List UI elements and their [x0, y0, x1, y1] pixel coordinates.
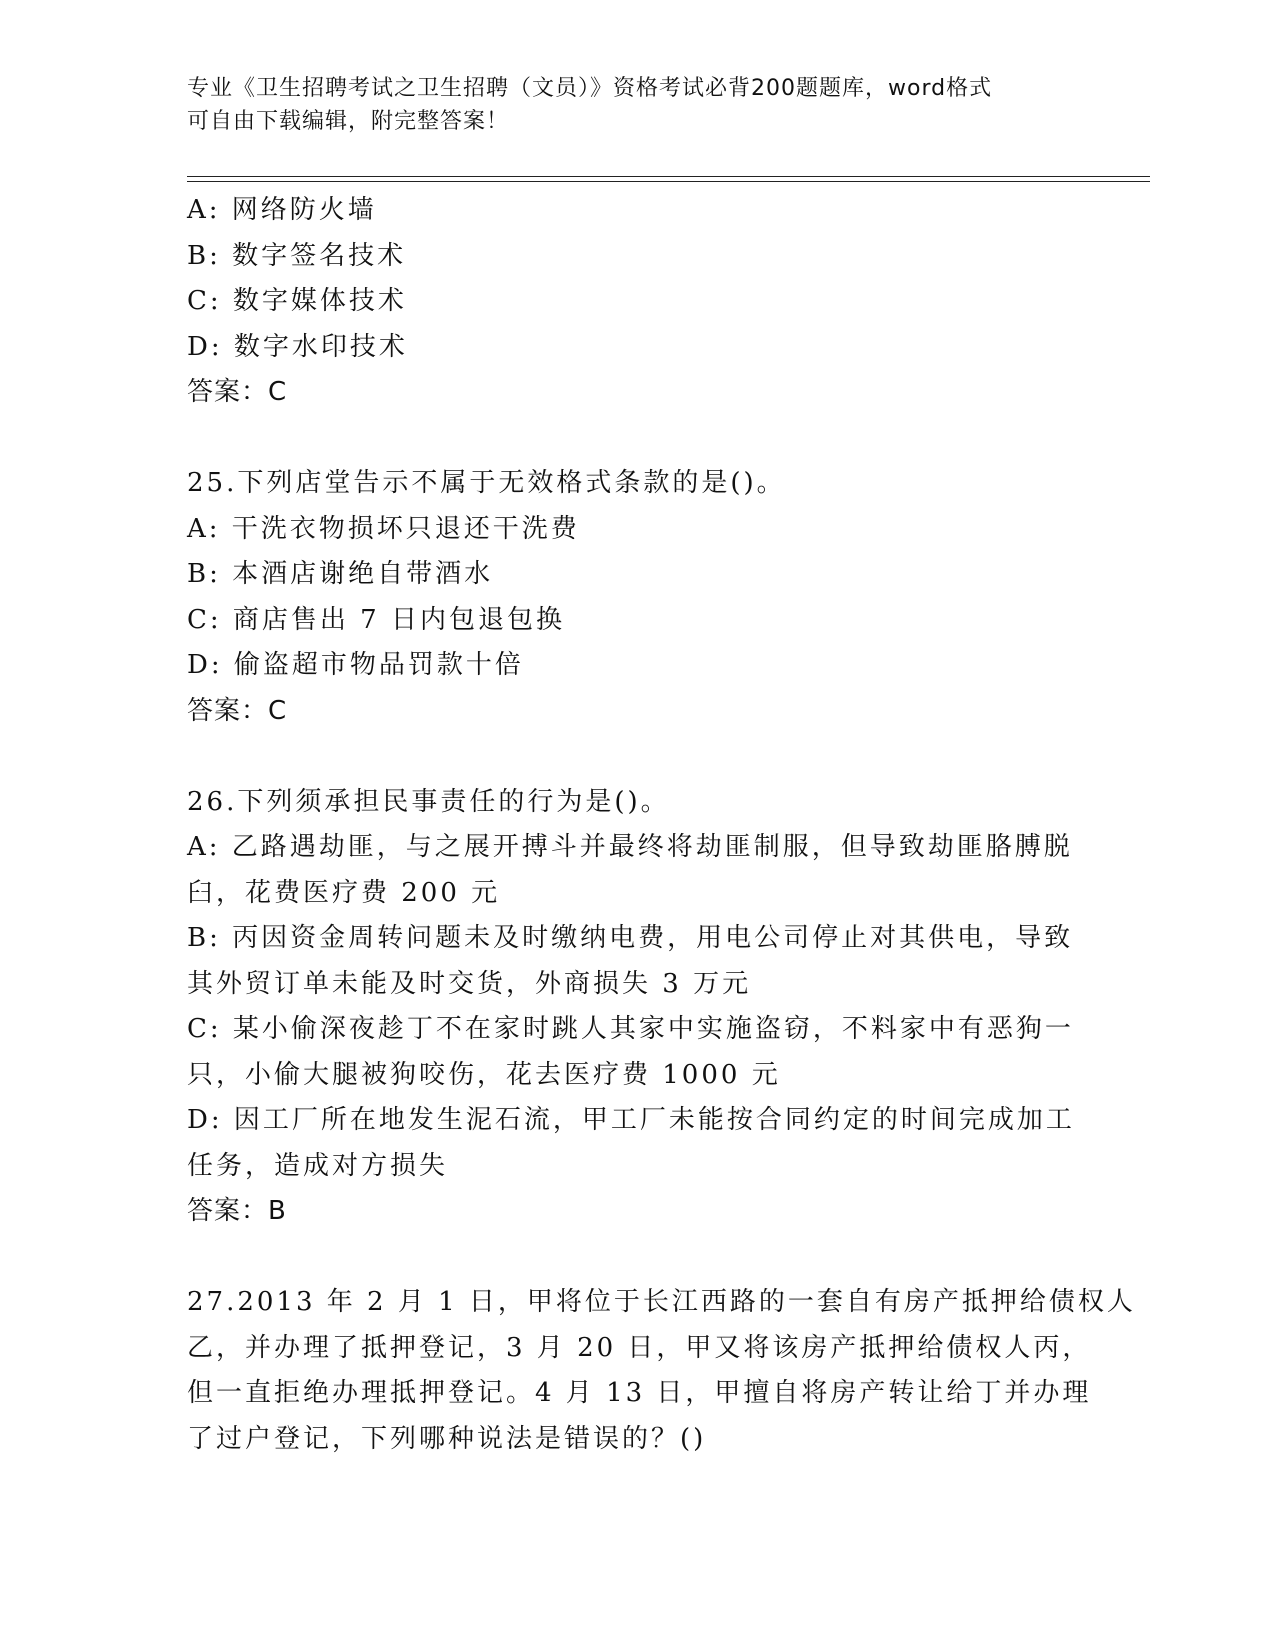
- option-b: B: 数字签名技术: [187, 240, 407, 271]
- question-27: [187, 1280, 1136, 1462]
- option-c: C: 商店售出 7 日内包退包换: [187, 604, 565, 635]
- option-c-line-2: 只，小偷大腿被狗咬伤，花去医疗费 1000 元: [187, 1059, 781, 1090]
- question-text-line-1: 27.2013 年 2 月 1 日，甲将位于长江西路的一套自有房产抵押给债权人: [187, 1287, 1136, 1317]
- option-b: B: 本酒店谢绝自带酒水: [187, 559, 494, 589]
- question-text-line-3: 但一直拒绝办理抵押登记。4 月 13 日，甲擅自将房产转让给丁并办理: [187, 1378, 1092, 1408]
- document-body: [187, 188, 1136, 1462]
- header-divider-bottom: [187, 181, 1150, 182]
- option-d: D: 数字水印技术: [187, 331, 408, 362]
- option-a: A: 干洗衣物损坏只退还干洗费: [187, 513, 580, 544]
- answer-line: 答案：C: [187, 377, 288, 407]
- spacer: [187, 1235, 1087, 1281]
- question-26: [187, 780, 1087, 1235]
- answer-line: 答案：B: [187, 1196, 287, 1226]
- header-line-2: 可自由下载编辑，附完整答案！: [187, 109, 510, 134]
- option-a-line-1: A: 乙路遇劫匪，与之展开搏斗并最终将劫匪制服，但导致劫匪胳膊脱: [187, 832, 1073, 862]
- answer-line: 答案：C: [187, 695, 288, 726]
- option-c: C: 数字媒体技术: [187, 286, 407, 316]
- option-b-line-1: B: 丙因资金周转问题未及时缴纳电费，用电公司停止对其供电，导致: [187, 923, 1074, 953]
- option-d: D: 偷盗超市物品罚款十倍: [187, 650, 524, 680]
- option-a: A: 网络防火墙: [187, 195, 377, 225]
- header-divider-top: [187, 176, 1150, 177]
- option-c-line-1: C: 某小偷深夜趁丁不在家时跳人其家中实施盗窃，不料家中有恶狗一: [187, 1014, 1074, 1044]
- option-b-line-2: 其外贸订单未能及时交货，外商损失 3 万元: [187, 968, 752, 999]
- question-25: [187, 461, 1087, 734]
- spacer: [187, 416, 1087, 462]
- question-24-options: [187, 188, 1087, 416]
- header-line-1: 专业《卫生招聘考试之卫生招聘（文员）》资格考试必背200题题库，word格式: [187, 76, 993, 101]
- question-text-line-2: 乙，并办理了抵押登记，3 月 20 日，甲又将该房产抵押给债权人丙，: [187, 1332, 1092, 1363]
- question-text: 25.下列店堂告示不属于无效格式条款的是()。: [187, 468, 786, 498]
- question-text: 26.下列须承担民事责任的行为是()。: [187, 786, 670, 817]
- document-header: [187, 72, 1067, 138]
- spacer: [187, 734, 1087, 780]
- option-d-line-2: 任务，造成对方损失: [187, 1150, 449, 1181]
- question-text-line-4: 了过户登记，下列哪种说法是错误的？(): [187, 1423, 707, 1454]
- option-d-line-1: D: 因工厂所在地发生泥石流，甲工厂未能按合同约定的时间完成加工: [187, 1105, 1075, 1135]
- option-a-line-2: 臼，花费医疗费 200 元: [187, 877, 501, 908]
